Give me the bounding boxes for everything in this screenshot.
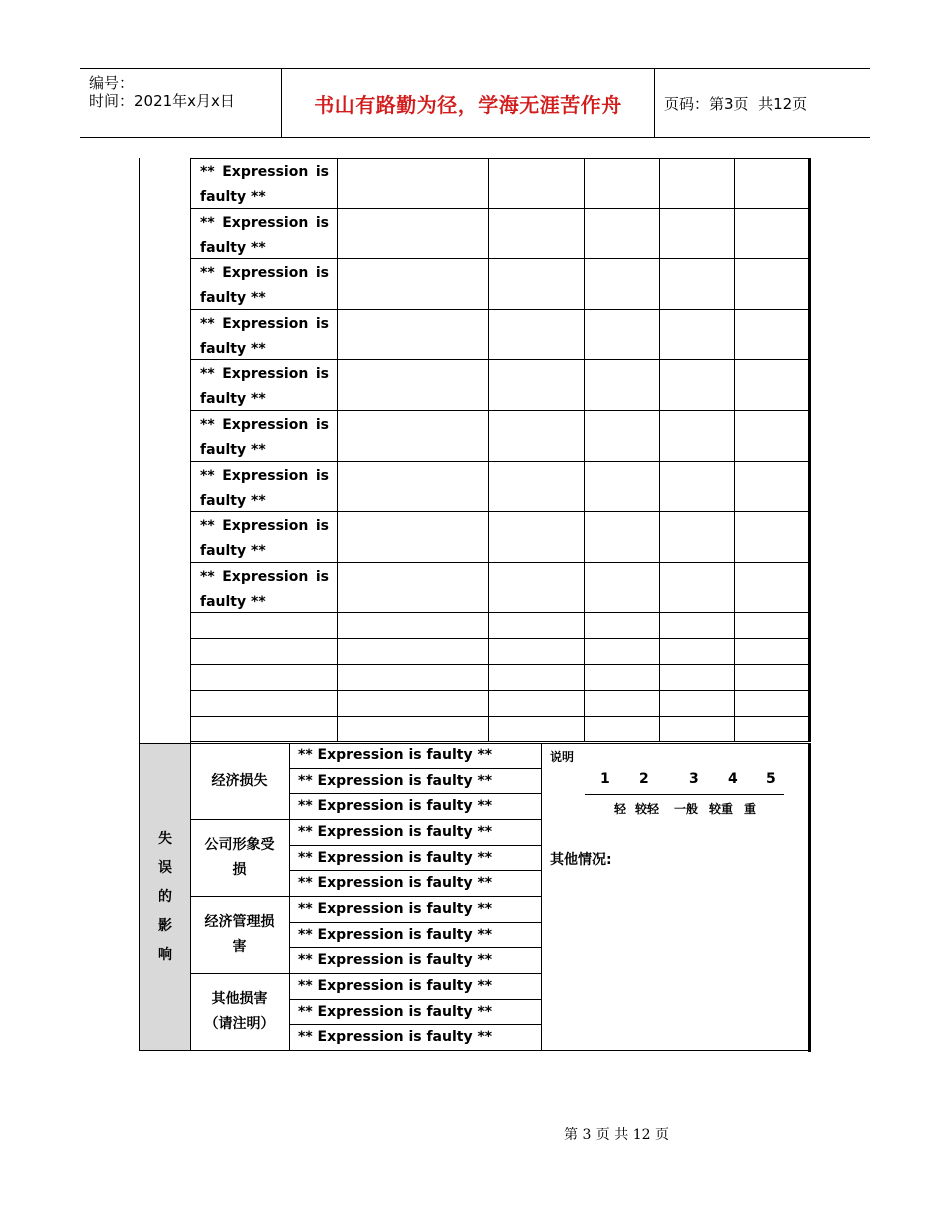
side-label-char: 误 xyxy=(158,859,172,876)
upper-row-cell xyxy=(735,639,811,665)
upper-row-cell xyxy=(660,310,735,361)
note-title: 说明 xyxy=(550,750,575,764)
upper-row-cell xyxy=(735,691,811,717)
upper-row-cell xyxy=(585,512,660,563)
upper-row-expression: ** Expression is faulty ** xyxy=(191,462,338,513)
upper-row-cell xyxy=(338,563,489,614)
upper-row-cell xyxy=(338,665,489,691)
upper-row-cell xyxy=(660,717,735,743)
scale-number: 3 xyxy=(689,771,699,787)
upper-row-cell xyxy=(489,563,585,614)
upper-row-cell xyxy=(585,665,660,691)
upper-row-cell xyxy=(338,691,489,717)
upper-row-cell xyxy=(585,462,660,513)
upper-row-expression xyxy=(191,691,338,717)
impact-category: 经济损失 xyxy=(190,743,290,820)
upper-row-cell xyxy=(660,639,735,665)
upper-row-cell xyxy=(660,691,735,717)
upper-row-expression: ** Expression is faulty ** xyxy=(191,310,338,361)
right-border xyxy=(808,743,811,1052)
upper-row-cell xyxy=(489,639,585,665)
upper-row-expression xyxy=(191,717,338,743)
upper-row-cell xyxy=(585,310,660,361)
impact-value: ** Expression is faulty ** xyxy=(290,897,542,923)
impact-note xyxy=(542,743,808,1051)
upper-row-expression: ** Expression is faulty ** xyxy=(191,563,338,614)
impact-side-label xyxy=(139,743,191,1051)
scale-label: 较轻 xyxy=(635,802,660,816)
impact-table xyxy=(139,743,811,1052)
impact-value: ** Expression is faulty ** xyxy=(290,1025,542,1051)
footer-page-text: 第 3 页 共 12 页 xyxy=(564,1127,669,1143)
upper-row-cell xyxy=(489,411,585,462)
upper-row-cell xyxy=(585,613,660,639)
other-situation-label: 其他情况: xyxy=(550,852,612,868)
upper-row-cell xyxy=(735,310,811,361)
upper-row-cell xyxy=(489,717,585,743)
upper-row-cell xyxy=(660,411,735,462)
scale-number: 2 xyxy=(639,771,649,787)
upper-row-cell xyxy=(489,158,585,209)
upper-row-expression: ** Expression is faulty ** xyxy=(191,360,338,411)
upper-row-expression: ** Expression is faulty ** xyxy=(191,512,338,563)
upper-row-cell xyxy=(735,158,811,209)
upper-row-cell xyxy=(585,717,660,743)
upper-row-expression xyxy=(191,613,338,639)
scale-underline xyxy=(585,794,784,795)
upper-row-cell xyxy=(585,209,660,260)
impact-value: ** Expression is faulty ** xyxy=(290,846,542,872)
upper-row-cell xyxy=(338,639,489,665)
upper-row-cell xyxy=(660,613,735,639)
impact-value: ** Expression is faulty ** xyxy=(290,794,542,820)
page-info-text: 页码：第3页 共12页 xyxy=(664,94,808,113)
upper-row-cell xyxy=(735,411,811,462)
upper-row-cell xyxy=(489,310,585,361)
upper-row-cell xyxy=(660,259,735,310)
header-meta xyxy=(80,69,280,137)
upper-row-cell xyxy=(338,360,489,411)
upper-row-cell xyxy=(660,512,735,563)
upper-row-cell xyxy=(735,360,811,411)
upper-row-cell xyxy=(735,613,811,639)
upper-row-cell xyxy=(338,158,489,209)
upper-row-cell xyxy=(660,563,735,614)
scale-number: 5 xyxy=(766,771,776,787)
upper-row-cell xyxy=(660,209,735,260)
upper-row-cell xyxy=(489,259,585,310)
upper-row-cell xyxy=(735,512,811,563)
number-label: 编号： xyxy=(89,74,135,92)
upper-row-expression: ** Expression is faulty ** xyxy=(191,259,338,310)
impact-value: ** Expression is faulty ** xyxy=(290,948,542,974)
impact-category: 公司形象受损 xyxy=(190,820,290,897)
side-label-char: 失 xyxy=(158,830,172,847)
header-motto: 书山有路勤为径，学海无涯苦作舟 xyxy=(281,69,655,137)
side-label-char: 影 xyxy=(158,917,172,934)
upper-row-expression xyxy=(191,639,338,665)
impact-value: ** Expression is faulty ** xyxy=(290,769,542,795)
upper-row-cell xyxy=(338,411,489,462)
upper-row-cell xyxy=(338,512,489,563)
upper-row-cell xyxy=(338,462,489,513)
upper-row-cell xyxy=(735,665,811,691)
upper-row-cell xyxy=(660,665,735,691)
side-label-char: 的 xyxy=(158,888,172,905)
upper-right-border xyxy=(808,158,811,742)
scale-label: 一般 xyxy=(674,802,699,816)
impact-value: ** Expression is faulty ** xyxy=(290,743,542,769)
upper-row-expression: ** Expression is faulty ** xyxy=(191,158,338,209)
impact-value: ** Expression is faulty ** xyxy=(290,974,542,1000)
impact-value: ** Expression is faulty ** xyxy=(290,871,542,897)
scale-number: 1 xyxy=(600,771,610,787)
upper-row-cell xyxy=(660,158,735,209)
upper-blank-column xyxy=(139,158,191,744)
upper-row-cell xyxy=(489,209,585,260)
upper-row-cell xyxy=(489,360,585,411)
upper-row-cell xyxy=(585,691,660,717)
impact-category: 其他损害（请注明） xyxy=(190,974,290,1051)
upper-row-cell xyxy=(660,360,735,411)
upper-row-cell xyxy=(489,691,585,717)
upper-row-expression: ** Expression is faulty ** xyxy=(191,209,338,260)
upper-row-cell xyxy=(585,259,660,310)
upper-row-cell xyxy=(585,639,660,665)
upper-row-cell xyxy=(735,717,811,743)
upper-row-cell xyxy=(735,462,811,513)
impact-category: 经济管理损害 xyxy=(190,897,290,974)
upper-row-cell xyxy=(338,613,489,639)
impact-value: ** Expression is faulty ** xyxy=(290,820,542,846)
upper-row-expression xyxy=(191,665,338,691)
impact-value: ** Expression is faulty ** xyxy=(290,1000,542,1026)
upper-row-cell xyxy=(585,360,660,411)
upper-row-cell xyxy=(585,411,660,462)
impact-value: ** Expression is faulty ** xyxy=(290,923,542,949)
scale-label: 较重 xyxy=(709,802,734,816)
upper-row-cell xyxy=(735,563,811,614)
page-header xyxy=(80,68,870,138)
header-page-info xyxy=(664,69,807,137)
upper-row-cell xyxy=(338,310,489,361)
scale-number: 4 xyxy=(728,771,738,787)
upper-row-cell xyxy=(735,209,811,260)
side-label-char: 响 xyxy=(158,946,172,963)
upper-row-cell xyxy=(338,209,489,260)
upper-row-cell xyxy=(585,563,660,614)
scale-label: 轻 xyxy=(614,802,627,816)
upper-row-cell xyxy=(489,462,585,513)
severity-scale xyxy=(542,771,808,791)
scale-label: 重 xyxy=(744,802,757,816)
time-label: 时间：2021年x月x日 xyxy=(89,92,235,110)
upper-row-cell xyxy=(585,158,660,209)
upper-row-expression: ** Expression is faulty ** xyxy=(191,411,338,462)
upper-row-cell xyxy=(489,512,585,563)
upper-row-cell xyxy=(489,613,585,639)
upper-row-cell xyxy=(338,717,489,743)
upper-row-cell xyxy=(735,259,811,310)
upper-row-cell xyxy=(660,462,735,513)
upper-row-cell xyxy=(338,259,489,310)
upper-row-cell xyxy=(489,665,585,691)
